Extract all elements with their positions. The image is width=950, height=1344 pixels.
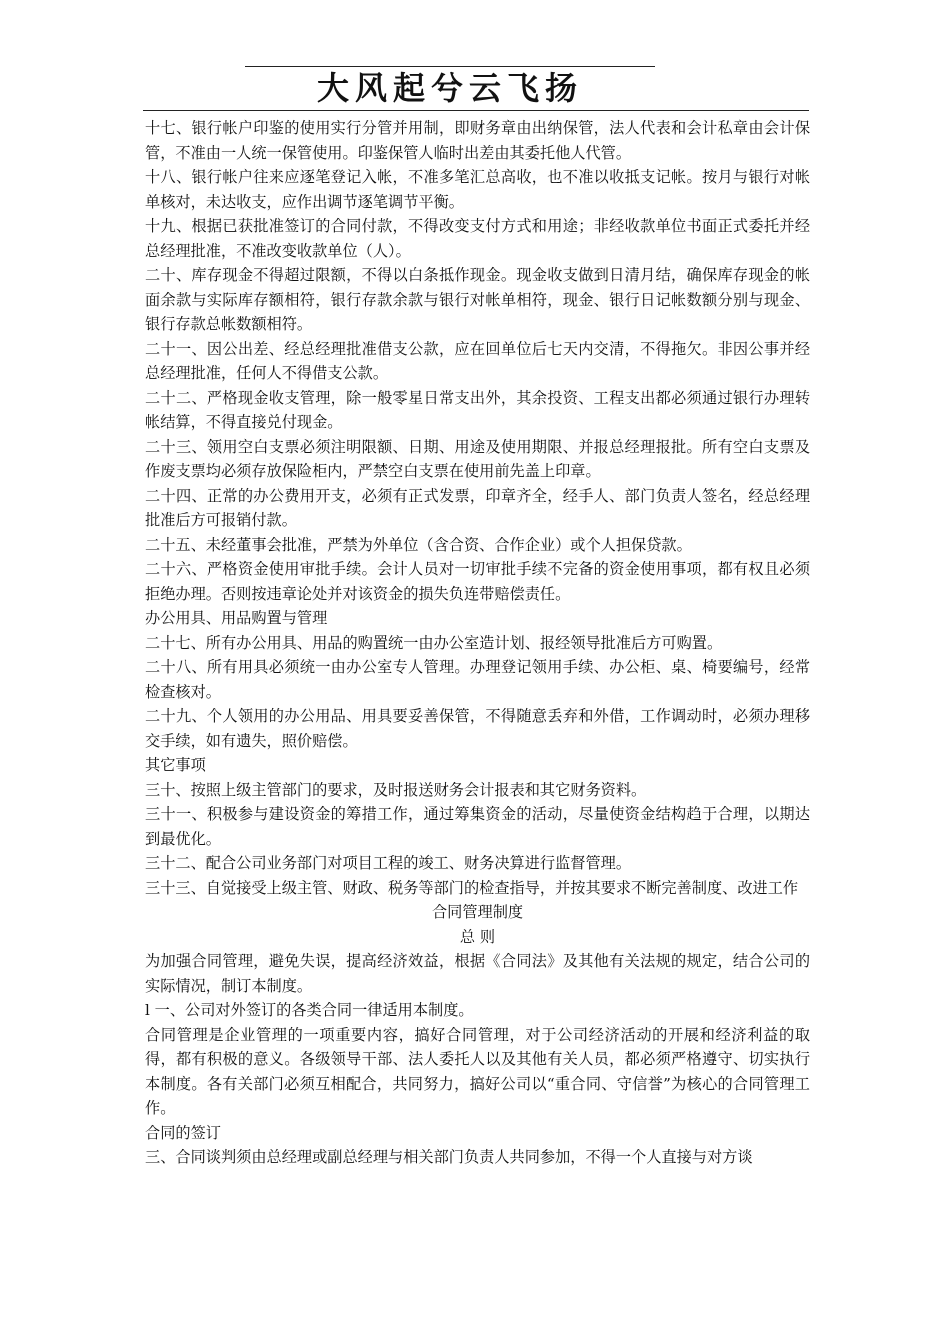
article-1: l 一、公司对外签订的各类合同一律适用本制度。: [145, 1001, 474, 1019]
document-body: [145, 116, 810, 1170]
clause-19: 十九、根据已获批准签订的合同付款，不得改变支付方式和用途；非经收款单位书面正式委托并经总经理批准，不准改变收款单位（人）。: [145, 217, 810, 260]
clause-29: 二十九、个人领用的办公用品、用具要妥善保管，不得随意丢弃和外借，工作调动时，必须办理移交手续，如有遗失，照价赔偿。: [145, 707, 810, 750]
preamble-paragraph: 为加强合同管理，避免失误，提高经济效益，根据《合同法》及其他有关法规的规定，结合公司的实际情况，制订本制度。: [145, 952, 810, 995]
clause-31: 三十一、积极参与建设资金的筹措工作，通过筹集资金的活动，尽量使资金结构趋于合理，以期达到最优化。: [145, 805, 810, 848]
clause-28: 二十八、所有用具必须统一由办公室专人管理。办理登记领用手续、办公柜、桌、椅要编号，经常检查核对。: [145, 658, 810, 701]
clause-33: 三十三、自觉接受上级主管、财政、税务等部门的检查指导，并按其要求不断完善制度、改进工作: [145, 878, 799, 897]
section-heading-contract-signing: 合同的签订: [145, 1123, 221, 1142]
header-top-rule: [245, 66, 655, 67]
clause-20: 二十、库存现金不得超过限额，不得以白条抵作现金。现金收支做到日清月结，确保库存现金的帐面余款与实际库存额相符，银行存款余款与银行对帐单相符，现金、银行日记帐数额分别与现金、银行存款总帐数额相符。: [145, 266, 810, 333]
clause-22: 二十二、严格现金收支管理，除一般零星日常支出外，其余投资、工程支出都必须通过银行办理转帐结算，不得直接兑付现金。: [145, 388, 810, 431]
clause-27: 二十七、所有办公用具、用品的购置统一由办公室造计划、报经领导批准后方可购置。: [145, 633, 723, 652]
clause-24: 二十四、正常的办公费用开支，必须有正式发票，印章齐全，经手人、部门负责人签名，经总经理批准后方可报销付款。: [145, 486, 810, 529]
contract-management-intro: 合同管理是企业管理的一项重要内容，搞好合同管理，对于公司经济活动的开展和经济利益的取得，都有积极的意义。各级领导干部、法人委托人以及其他有关人员，都必须严格遵守、切实执行本制度。各有关部门必须互相配合，共同努力，搞好公司以“重合同、守信誉”为核心的合同管理工作。: [145, 1025, 810, 1117]
clause-25: 二十五、未经董事会批准，严禁为外单位（含合资、合作企业）或个人担保贷款。: [145, 535, 692, 554]
clause-26: 二十六、严格资金使用审批手续。会计人员对一切审批手续不完备的资金使用事项，都有权且必须拒绝办理。否则按违章论处并对该资金的损失负连带赔偿责任。: [145, 560, 810, 603]
clause-17: 十七、银行帐户印鉴的使用实行分管并用制，即财务章由出纳保管，法人代表和会计私章由会计保管，不准由一人统一保管使用。印鉴保管人临时出差由其委托他人代管。: [145, 119, 810, 162]
clause-30: 三十、按照上级主管部门的要求，及时报送财务会计报表和其它财务资料。: [145, 780, 647, 799]
document-title-contract-management: 合同管理制度: [431, 903, 524, 921]
page-header: [0, 0, 950, 115]
clause-21: 二十一、因公出差、经总经理批准借支公款，应在回单位后七天内交清，不得拖欠。非因公事并经总经理批准，任何人不得借支公款。: [145, 339, 810, 382]
clause-32: 三十二、配合公司业务部门对项目工程的竣工、财务决算进行监督管理。: [145, 854, 631, 872]
clause-23: 二十三、领用空白支票必须注明限额、日期、用途及使用期限、并报总经理报批。所有空白支票及作废支票均必须存放保险柜内，严禁空白支票在使用前先盖上印章。: [145, 437, 810, 480]
article-3: 三、合同谈判须由总经理或副总经理与相关部门负责人共同参加，不得一个人直接与对方谈: [145, 1148, 753, 1166]
header-bottom-rule: [143, 110, 809, 111]
section-heading-other-matters: 其它事项: [145, 756, 206, 774]
clause-18: 十八、银行帐户往来应逐笔登记入帐，不准多笔汇总高收，也不准以收抵支记帐。按月与银行对帐单核对，未达收支，应作出调节逐笔调节平衡。: [145, 168, 810, 211]
section-heading-office-supplies: 办公用具、用品购置与管理: [145, 609, 328, 627]
chapter-title-general: 总 则: [459, 927, 496, 946]
header-banner: 大风起兮云飞扬: [316, 69, 583, 107]
